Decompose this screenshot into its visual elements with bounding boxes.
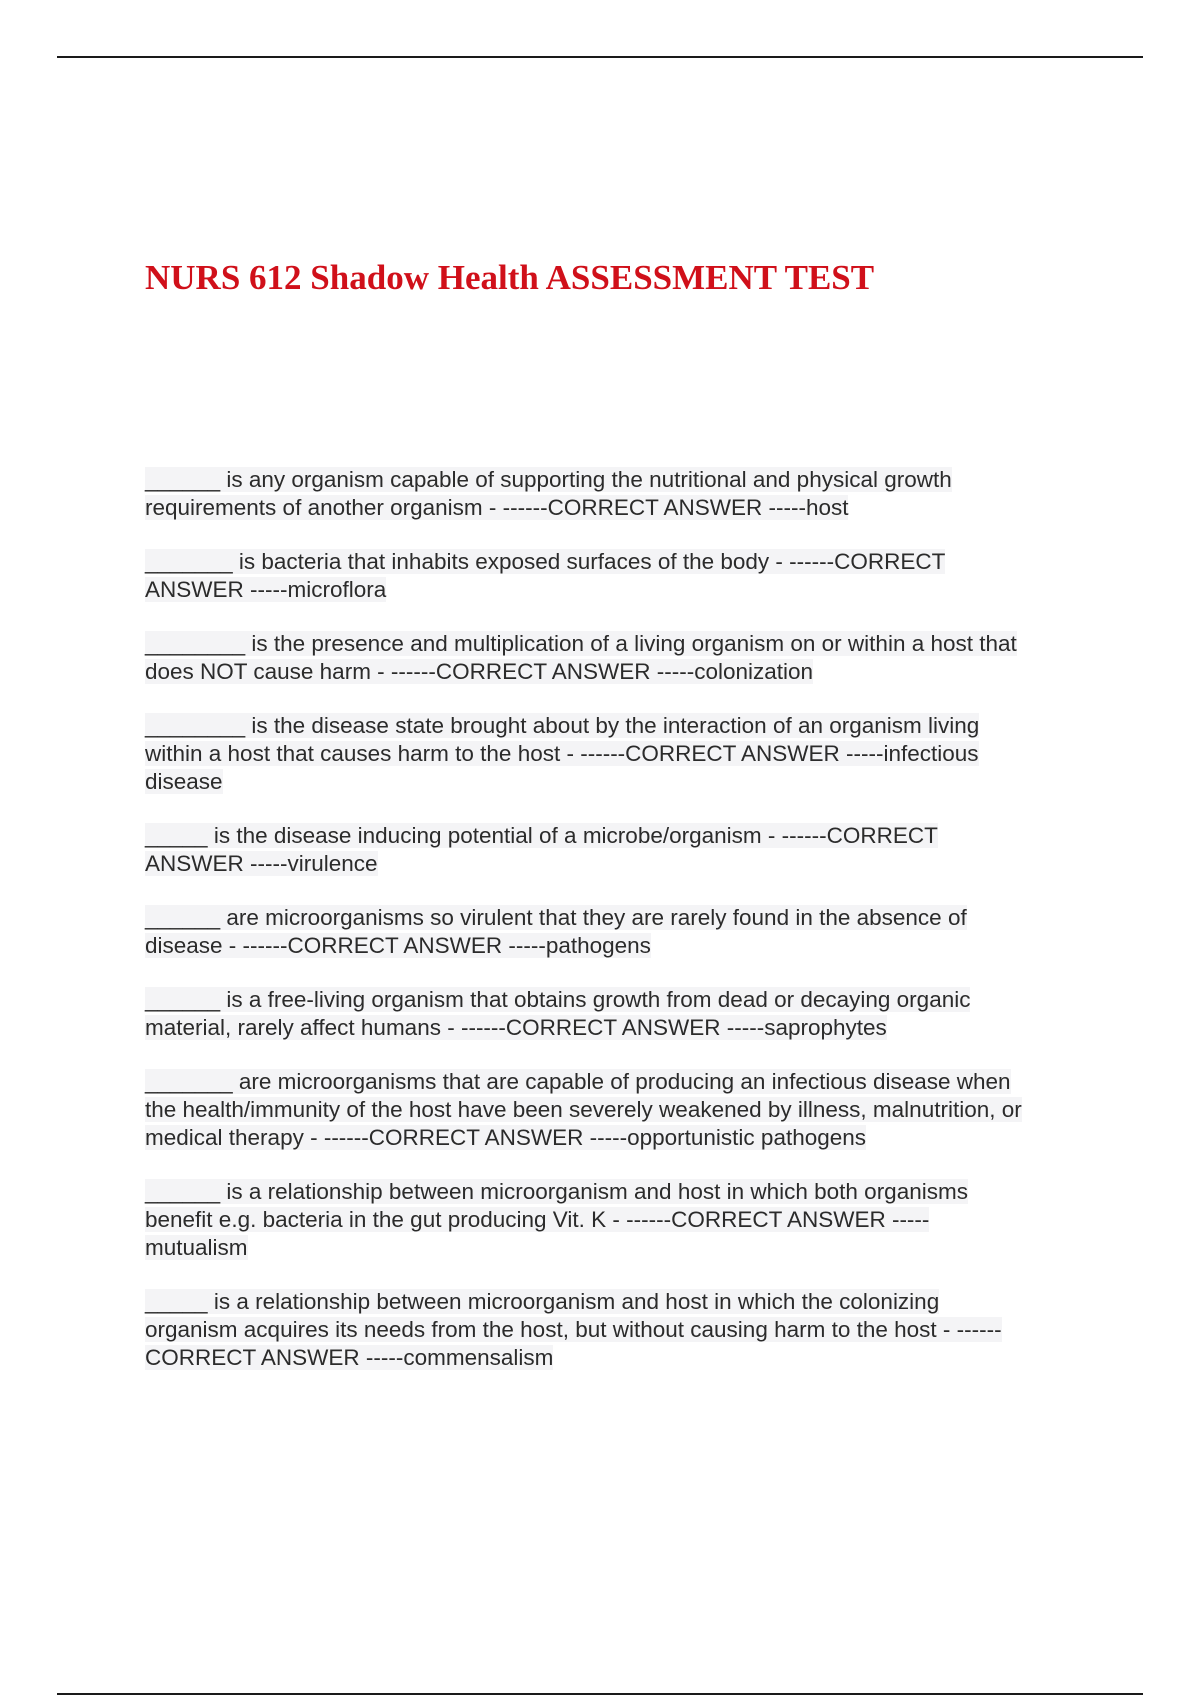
document-title: NURS 612 Shadow Health ASSESSMENT TEST <box>145 258 875 297</box>
qa-text-line: ______ are microorganisms so virulent that they are rarely found in the absence of <box>145 905 967 930</box>
qa-text-line: ______ is a relationship between microorganism and host in which both organisms <box>145 1179 968 1204</box>
qa-text-line: benefit e.g. bacteria in the gut producing Vit. K - ------CORRECT ANSWER ----- <box>145 1207 930 1232</box>
qa-text-line: ________ is the presence and multiplication of a living organism on or within a host that <box>145 631 1017 656</box>
qa-text-line: material, rarely affect humans - ------CORRECT ANSWER -----saprophytes <box>145 1015 887 1040</box>
qa-text-line: medical therapy - ------CORRECT ANSWER -----opportunistic pathogens <box>145 1125 867 1150</box>
qa-text-line: _____ is a relationship between microorganism and host in which the colonizing <box>145 1289 940 1314</box>
qa-text-line: _____ is the disease inducing potential of a microbe/organism - ------CORRECT <box>145 823 938 848</box>
qa-text-line: mutualism <box>145 1235 248 1260</box>
qa-text-line: within a host that causes harm to the host - ------CORRECT ANSWER -----infectious <box>145 741 979 766</box>
qa-text-line: ________ is the disease state brought about by the interaction of an organism living <box>145 713 980 738</box>
qa-text-line: organism acquires its needs from the host, but without causing harm to the host - ------ <box>145 1317 1002 1342</box>
qa-text-line: does NOT cause harm - ------CORRECT ANSWER -----colonization <box>145 659 814 684</box>
qa-item <box>145 548 1095 604</box>
qa-item <box>145 466 1095 522</box>
qa-text-line: _______ is bacteria that inhabits exposed surfaces of the body - ------CORRECT <box>145 549 946 574</box>
qa-text-line: CORRECT ANSWER -----commensalism <box>145 1345 554 1370</box>
qa-text-line: the health/immunity of the host have been severely weakened by illness, malnutrition, or <box>145 1097 1022 1122</box>
qa-text-line: disease - ------CORRECT ANSWER -----pathogens <box>145 933 651 958</box>
qa-item <box>145 1178 1095 1262</box>
qa-text-line: _______ are microorganisms that are capable of producing an infectious disease when <box>145 1069 1011 1094</box>
qa-item <box>145 712 1095 796</box>
qa-text-line: ______ is any organism capable of supporting the nutritional and physical growth <box>145 467 952 492</box>
qa-item <box>145 630 1095 686</box>
qa-text-line: ______ is a free-living organism that obtains growth from dead or decaying organic <box>145 987 971 1012</box>
bottom-rule <box>57 1693 1143 1695</box>
qa-item <box>145 822 1095 878</box>
qa-text-line: requirements of another organism - ------CORRECT ANSWER -----host <box>145 495 849 520</box>
qa-text-line: disease <box>145 769 223 794</box>
qa-item <box>145 904 1095 960</box>
qa-text-line: ANSWER -----microflora <box>145 577 387 602</box>
top-rule <box>57 56 1143 58</box>
qa-item <box>145 1068 1095 1152</box>
qa-text-line: ANSWER -----virulence <box>145 851 378 876</box>
qa-item <box>145 1288 1095 1372</box>
qa-item <box>145 986 1095 1042</box>
question-answer-list <box>145 466 1095 1398</box>
